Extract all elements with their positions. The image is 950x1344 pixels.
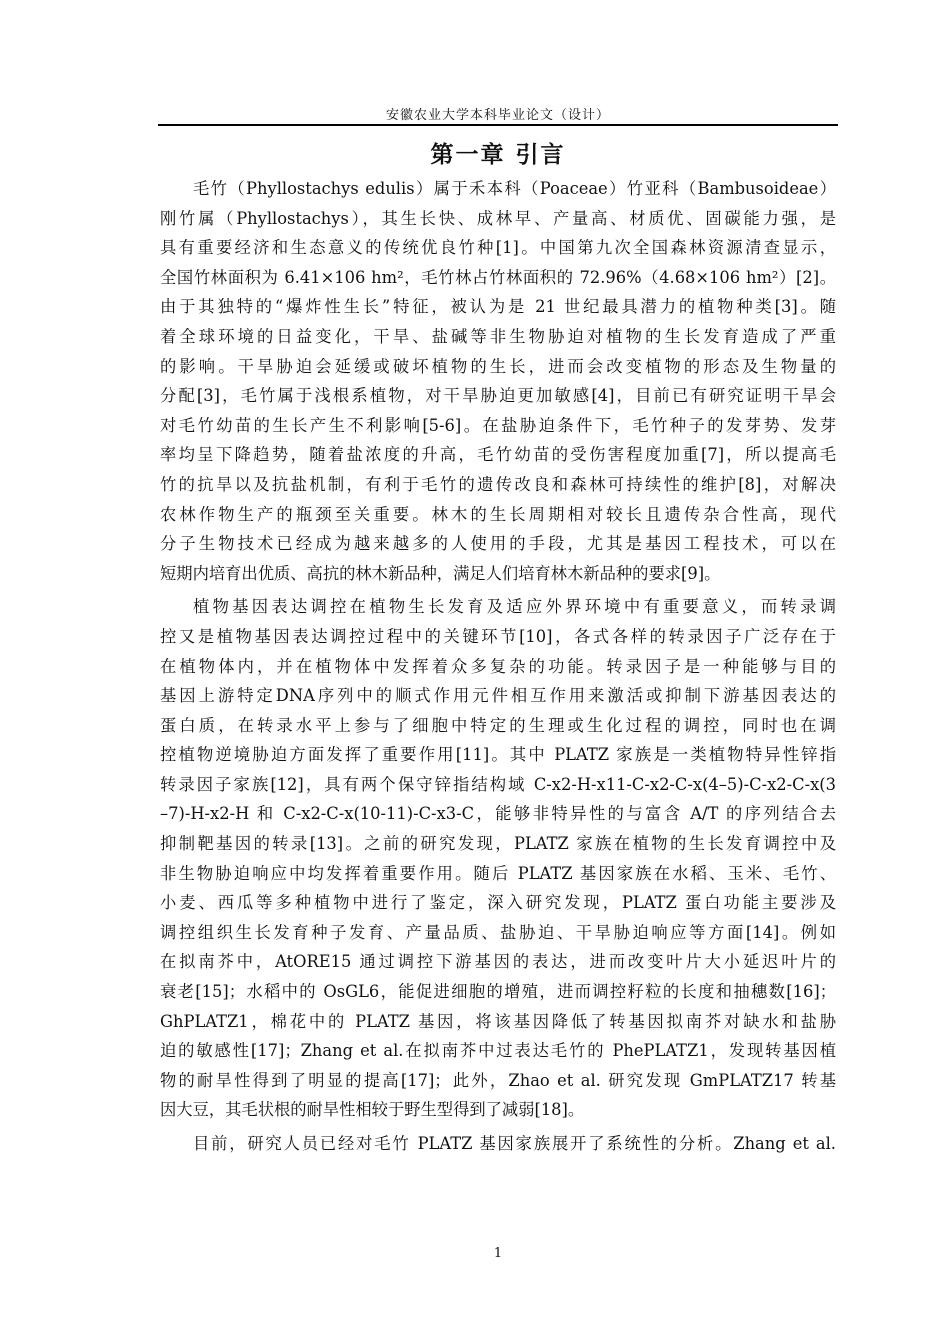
text-line: 在拟南芥中，AtORE15 通过调控下游基因的表达，进而改变叶片大小延迟叶片的 (160, 952, 836, 972)
page-number: 1 (493, 1246, 503, 1261)
text-line: 分子生物技术已经成为越来越多的人使用的手段，尤其是基因工程技术，可以在 (160, 534, 836, 554)
text-line: 在植物体内，并在植物体中发挥着众多复杂的功能。转录因子是一种能够与目的 (160, 656, 836, 676)
text-line: 分配[3]，毛竹属于浅根系植物，对干旱胁迫更加敏感[4]，目前已有研究证明干旱会 (160, 386, 836, 406)
text-line: 目前，研究人员已经对毛竹 PLATZ 基因家族展开了系统性的分析。Zhang et al. (193, 1134, 836, 1153)
text-line: 的影响。干旱胁迫会延缓或破坏植物的生长，进而会改变植物的形态及生物量的 (160, 356, 836, 376)
paragraph-2 (160, 592, 836, 1125)
text-line: 率均呈下降趋势，随着盐浓度的升高，毛竹幼苗的受伤害程度加重[7]，所以提高毛 (160, 445, 836, 465)
text-line: GhPLATZ1，棉花中的 PLATZ 基因，将该基因降低了转基因拟南芥对缺水和盐胁 (160, 1011, 836, 1031)
header-rule (158, 124, 838, 126)
text-line: 具有重要经济和生态意义的传统优良竹种[1]。中国第九次全国森林资源清查显示， (160, 238, 836, 258)
text-line: 衰老[15]；水稻中的 OsGL6，能促进细胞的增殖，进而调控籽粒的长度和抽穗数[16]； (160, 982, 836, 1002)
text-line: 竹的抗旱以及抗盐机制，有利于毛竹的遗传改良和森林可持续性的维护[8]，对解决 (160, 474, 836, 494)
text-line: 农林作物生产的瓶颈至关重要。林木的生长周期相对较长且遗传杂合性高，现代 (160, 504, 836, 524)
text-line: 转录因子家族[12]，具有两个保守锌指结构域 C-x2-H-x11-C-x2-C-x(4–5)-C-x2-C-x(3 (160, 774, 836, 794)
text-line: 刚竹属（Phyllostachys），其生长快、成林早、产量高、材质优、固碳能力强，是 (160, 208, 836, 228)
chapter-title: 第一章 引言 (430, 142, 566, 168)
text-line: 调控组织生长发育种子发育、产量品质、盐胁迫、干旱胁迫响应等方面[14]。例如 (160, 922, 836, 942)
text-line: 非生物胁迫响应中均发挥着重要作用。随后 PLATZ 基因家族在水稻、玉米、毛竹、 (160, 863, 836, 883)
paragraph-3 (160, 1129, 836, 1159)
text-line: 迫的敏感性[17]；Zhang et al.在拟南芥中过表达毛竹的 PhePLATZ1，发现转基因植 (160, 1041, 836, 1061)
text-line: 毛竹（Phyllostachys edulis）属于禾本科（Poaceae）竹亚科（Bambusoideae） (193, 179, 836, 198)
text-line: 控植物逆境胁迫方面发挥了重要作用[11]。其中 PLATZ 家族是一类植物特异性锌指 (160, 745, 836, 765)
text-line: –7)-H-x2-H 和 C-x2-C-x(10-11)-C-x3-C，能够非特异性的与富含 A/T 的序列结合去 (160, 804, 836, 824)
text-line: 植物基因表达调控在植物生长发育及适应外界环境中有重要意义，而转录调 (193, 597, 836, 617)
running-header: 安徽农业大学本科毕业论文（设计） (385, 108, 610, 123)
paragraph-1 (160, 174, 836, 588)
text-line: 对毛竹幼苗的生长产生不利影响[5-6]。在盐胁迫条件下，毛竹种子的发芽势、发芽 (160, 415, 836, 435)
text-line: 控又是植物基因表达调控过程中的关键环节[10]，各式各样的转录因子广泛存在于 (160, 626, 836, 646)
text-line: 因大豆，其毛状根的耐旱性相较于野生型得到了减弱[18]。 (160, 1100, 585, 1120)
text-line: 小麦、西瓜等多种植物中进行了鉴定，深入研究发现，PLATZ 蛋白功能主要涉及 (160, 893, 836, 913)
text-line: 着全球环境的日益变化，干旱、盐碱等非生物胁迫对植物的生长发育造成了严重 (160, 326, 836, 346)
text-line: 由于其独特的“爆炸性生长”特征，被认为是 21 世纪最具潜力的植物种类[3]。随 (160, 297, 836, 317)
body-text (160, 174, 836, 1159)
text-line: 短期内培育出优质、高抗的林木新品种，满足人们培育林木新品种的要求[9]。 (160, 563, 721, 583)
text-line: 基因上游特定DNA序列中的顺式作用元件相互作用来激活或抑制下游基因表达的 (160, 686, 836, 706)
text-line: 物的耐旱性得到了明显的提高[17]；此外，Zhao et al. 研究发现 GmPLATZ17 转基 (160, 1070, 836, 1090)
text-line: 抑制靶基因的转录[13]。之前的研究发现，PLATZ 家族在植物的生长发育调控中及 (160, 834, 836, 854)
text-line: 全国竹林面积为 6.41×106 hm²，毛竹林占竹林面积的 72.96%（4.68×106 hm²）[2]。 (160, 267, 836, 287)
text-line: 蛋白质，在转录水平上参与了细胞中特定的生理或生化过程的调控，同时也在调 (160, 715, 836, 735)
